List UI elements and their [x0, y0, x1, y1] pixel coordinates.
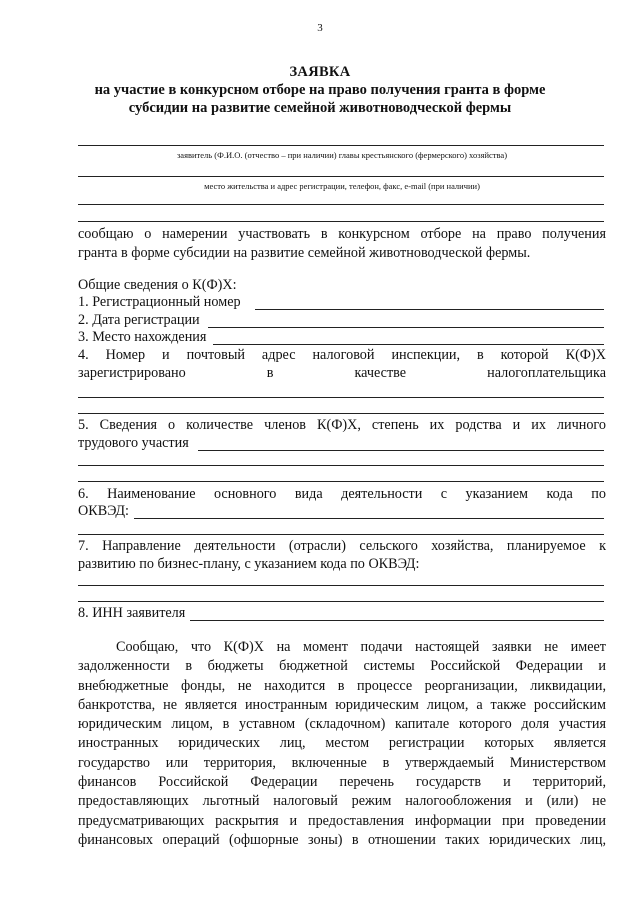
main-activity-field[interactable] [134, 518, 604, 519]
page-number: 3 [317, 22, 323, 34]
statement-line: внебюджетные фонды, не находится в процессе реорганизации, ликвидации, [78, 677, 606, 694]
item-7-line-1: 7. Направление деятельности (отрасли) сельского хозяйства, планируемое к [78, 538, 606, 554]
subtitle-line-2: субсидии на развитие семейной животноводческой фермы [128, 100, 512, 116]
applicant-name-line[interactable] [78, 145, 604, 146]
item-3-label: 3. Место нахождения [78, 329, 207, 345]
statement-line: финансов Российской Федерации перечень государств и территорий, [78, 774, 606, 791]
address-extra-line-1[interactable] [78, 204, 604, 205]
activity-direction-line-1[interactable] [78, 585, 604, 586]
statement-line: юридическим лицом, в уставном (складочном) капитале которого доля участия [78, 716, 606, 733]
family-members-field[interactable] [198, 450, 604, 451]
item-4-line-2: зарегистрировано в качестве налогоплательщика [78, 365, 606, 381]
statement-line: предусматривающих раскрытия и предоставления информации при проведении [78, 812, 606, 829]
document-title: ЗАЯВКА [289, 64, 351, 80]
item-8-label: 8. ИНН заявителя [78, 605, 186, 621]
intent-line-2: гранта в форме субсидии на развитие семейной животноводческой фермы. [78, 245, 531, 261]
statement-line: задолженности в бюджеты бюджетной системы Российской Федерации и [78, 658, 606, 675]
address-extra-line-2[interactable] [78, 221, 604, 222]
item-7-line-2: развитию по бизнес-плану, с указанием кода по ОКВЭД: [78, 556, 420, 572]
intent-line-1: сообщаю о намерении участвовать в конкурсном отборе на право получения [78, 226, 606, 242]
address-line[interactable] [78, 176, 604, 177]
applicant-caption: заявитель (Ф.И.О. (отчество – при наличии) главы крестьянского (фермерского) хозяйства) [176, 150, 508, 160]
address-caption: место жительства и адрес регистрации, телефон, факс, e-mail (при наличии) [204, 181, 480, 191]
location-field[interactable] [213, 344, 604, 345]
general-heading: Общие сведения о К(Ф)Х: [78, 277, 237, 293]
statement-line: иностранных юридических лиц, местом регистрации которых является [78, 735, 606, 752]
statement-paragraph [78, 638, 606, 850]
item-2-label: 2. Дата регистрации [78, 312, 200, 328]
statement-line: финансовых операций (офшорные зоны) в отношении таких юридических лиц, [78, 831, 606, 848]
family-members-line-3[interactable] [78, 481, 604, 482]
item-5-line-2: трудового участия [78, 435, 189, 451]
statement-line: предоставляющих льготный налоговый режим налогообложения и (или) не [78, 793, 606, 810]
document-subtitle [70, 81, 570, 117]
statement-line: Сообщаю, что К(Ф)Х на момент подачи настоящей заявки не имеет [116, 639, 606, 655]
item-6-line-2: ОКВЭД: [78, 503, 129, 519]
family-members-line-2[interactable] [78, 465, 604, 466]
item-4-line-1: 4. Номер и почтовый адрес налоговой инспекции, в которой К(Ф)Х [78, 347, 606, 363]
subtitle-line-1: на участие в конкурсном отборе на право получения гранта в форме [94, 82, 546, 98]
item-5-line-1: 5. Сведения о количестве членов К(Ф)Х, степень их родства и их личного [78, 417, 606, 433]
tax-office-line-2[interactable] [78, 413, 604, 414]
inn-field[interactable] [190, 620, 604, 621]
registration-date-field[interactable] [208, 327, 604, 328]
main-activity-line-2[interactable] [78, 534, 604, 535]
statement-line: государство или территория, включенные в утверждаемый Министерством [78, 754, 606, 771]
item-1-label: 1. Регистрационный номер [78, 294, 241, 310]
item-6-line-1: 6. Наименование основного вида деятельности с указанием кода по [78, 486, 606, 502]
registration-number-field[interactable] [255, 309, 604, 310]
activity-direction-line-2[interactable] [78, 601, 604, 602]
tax-office-line-1[interactable] [78, 397, 604, 398]
statement-line: банкротства, не является иностранным юридическим лицом, а также российским [78, 696, 606, 713]
